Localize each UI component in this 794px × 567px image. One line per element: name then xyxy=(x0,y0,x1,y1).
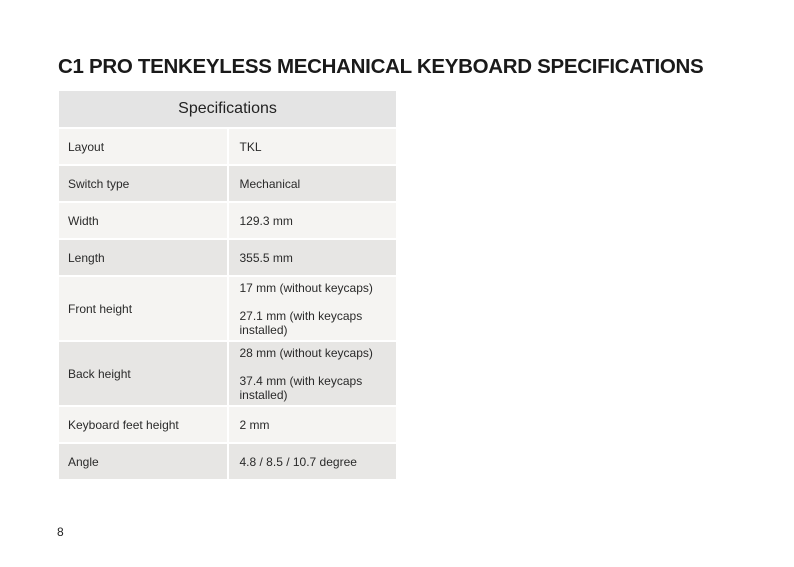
spec-value: Mechanical xyxy=(228,165,398,202)
table-row xyxy=(58,165,397,202)
spec-value: TKL xyxy=(228,128,398,165)
spec-value: 2 mm xyxy=(228,406,398,443)
spec-label: Width xyxy=(58,202,228,239)
spec-label: Back height xyxy=(58,341,228,406)
table-row xyxy=(58,406,397,443)
table-row xyxy=(58,276,397,341)
table-row xyxy=(58,239,397,276)
page-title: C1 PRO TENKEYLESS MECHANICAL KEYBOARD SPECIFICATIONS xyxy=(58,55,704,78)
spec-value: 4.8 / 8.5 / 10.7 degree xyxy=(228,443,398,480)
table-row xyxy=(58,202,397,239)
table-row xyxy=(58,443,397,480)
spec-label: Switch type xyxy=(58,165,228,202)
table-header: Specifications xyxy=(58,90,397,128)
spec-label: Front height xyxy=(58,276,228,341)
spec-label: Angle xyxy=(58,443,228,480)
spec-value: 17 mm (without keycaps) 27.1 mm (with keycaps installed) xyxy=(228,276,398,341)
table-row xyxy=(58,128,397,165)
spec-value: 28 mm (without keycaps) 37.4 mm (with keycaps installed) xyxy=(228,341,398,406)
table-row xyxy=(58,341,397,406)
page-number: 8 xyxy=(57,525,64,539)
spec-value: 129.3 mm xyxy=(228,202,398,239)
spec-value: 355.5 mm xyxy=(228,239,398,276)
spec-label: Layout xyxy=(58,128,228,165)
spec-label: Length xyxy=(58,239,228,276)
spec-label: Keyboard feet height xyxy=(58,406,228,443)
specifications-table xyxy=(57,89,398,481)
table-header-row xyxy=(58,90,397,128)
